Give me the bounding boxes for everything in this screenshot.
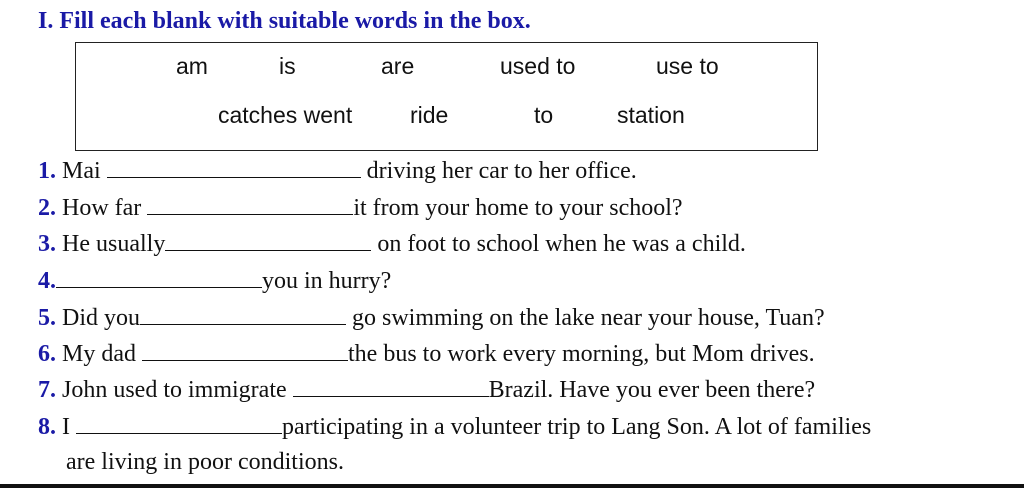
- question-number: 6.: [38, 341, 56, 367]
- question-text-before: John used to immigrate: [56, 377, 293, 403]
- exercise-title: I. Fill each blank with suitable words in the box.: [38, 8, 531, 34]
- question-number: 7.: [38, 377, 56, 403]
- question-text-before: Did you: [56, 305, 140, 331]
- question-number: 3.: [38, 231, 56, 257]
- question-number: 1.: [38, 158, 56, 184]
- answer-blank-8[interactable]: [76, 413, 282, 434]
- question-text-after: go swimming on the lake near your house, Tuan?: [346, 305, 825, 331]
- word-catches-went: catches went: [218, 102, 353, 128]
- word-to: to: [534, 102, 554, 128]
- question-text-after: driving her car to her office.: [360, 158, 637, 184]
- question-text-before: He usually: [56, 231, 166, 257]
- answer-blank-4[interactable]: [56, 267, 262, 288]
- question-text-after: you in hurry?: [262, 268, 392, 294]
- question-text-before: My dad: [56, 341, 142, 367]
- bottom-divider: [0, 484, 1024, 488]
- word-ride: ride: [410, 102, 449, 128]
- question-1: [38, 157, 637, 185]
- answer-blank-5[interactable]: [140, 304, 346, 325]
- question-number: 5.: [38, 305, 56, 331]
- word-are: are: [381, 53, 415, 79]
- question-text-before: I: [56, 414, 76, 440]
- question-7: [38, 376, 815, 404]
- word-used-to: used to: [500, 53, 576, 79]
- answer-blank-2[interactable]: [147, 194, 353, 215]
- answer-blank-6[interactable]: [142, 340, 348, 361]
- word-box: [75, 42, 818, 151]
- word-is: is: [279, 53, 296, 79]
- question-number: 4.: [38, 268, 56, 294]
- answer-blank-7[interactable]: [293, 376, 489, 397]
- question-8-continuation: are living in poor conditions.: [66, 449, 344, 475]
- question-text-after: it from your home to your school?: [353, 195, 683, 221]
- word-am: am: [176, 53, 208, 79]
- answer-blank-1[interactable]: [107, 157, 361, 178]
- question-number: 8.: [38, 414, 56, 440]
- question-6: [38, 340, 815, 368]
- word-use-to: use to: [656, 53, 719, 79]
- question-text-before: How far: [56, 195, 148, 221]
- question-text-after: Brazil. Have you ever been there?: [488, 377, 816, 403]
- question-text-after: the bus to work every morning, but Mom drives.: [348, 341, 815, 367]
- question-text-after: on foot to school when he was a child.: [371, 231, 746, 257]
- question-4: [38, 267, 391, 295]
- question-text-before: Mai: [56, 158, 107, 184]
- answer-blank-3[interactable]: [165, 230, 371, 251]
- question-5: [38, 304, 825, 332]
- word-station: station: [617, 102, 685, 128]
- question-text-after: participating in a volunteer trip to Lang Son. A lot of families: [282, 414, 872, 440]
- question-8: [38, 413, 871, 441]
- question-3: [38, 230, 746, 258]
- question-2: [38, 194, 683, 222]
- question-number: 2.: [38, 195, 56, 221]
